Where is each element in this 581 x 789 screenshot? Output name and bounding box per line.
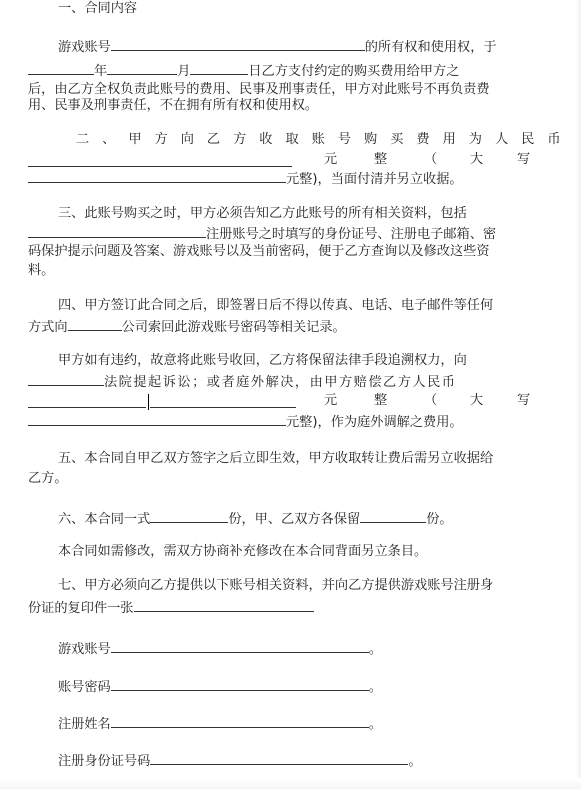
field-end: 。 — [368, 642, 382, 657]
company-blank[interactable] — [68, 317, 122, 331]
field-label: 游戏账号 — [58, 642, 111, 657]
field-id-input[interactable] — [150, 751, 408, 765]
page-edge-shadow — [575, 0, 581, 789]
xie-label-2: 写 — [517, 393, 531, 408]
p1-line2 — [28, 61, 459, 81]
month-label: 月 — [177, 64, 191, 79]
p5-line2 — [28, 372, 457, 392]
p4-text2a: 方式向 — [28, 320, 68, 335]
field-end: 。 — [368, 717, 382, 732]
paren-open: （ — [424, 152, 438, 167]
p5-text4: 元整)，作为庭外调解之费用。 — [286, 415, 463, 430]
comp-blank-a[interactable] — [28, 394, 146, 408]
p6-line1: 五、本合同自甲乙双方签字之后立即生效，甲方收取转让费后需另立收据给 — [58, 451, 494, 466]
page-bottom-fade — [0, 778, 581, 789]
p3-line2 — [28, 224, 496, 244]
p8-line: 本合同如需修改，需双方协商补充修改在本合同背面另立条目。 — [58, 544, 428, 559]
copies-each-blank[interactable] — [360, 509, 426, 523]
p7-b: 份，甲、乙双方各保留 — [228, 512, 361, 527]
p3-text2: 注册账号之时填写的身份证号、注册电子邮箱、密 — [206, 227, 497, 242]
section-heading: 一、合同内容 — [58, 1, 138, 16]
field-name-input[interactable] — [111, 714, 369, 728]
p5-line1: 甲方如有违约，故意将此账号收回，乙方将保留法律手段追溯权力，向 — [58, 353, 467, 368]
yuan-label-2: 元 — [324, 393, 338, 408]
p9-text2: 份证的复印件一张 — [28, 601, 134, 616]
amount-blank[interactable] — [28, 153, 292, 167]
p1-line3: 后，由乙方全权负责此账号的费用、民事及刑事责任，甲方对此账号不再负责费 — [28, 82, 490, 97]
field-end: 。 — [368, 680, 382, 695]
amount-words-blank[interactable] — [28, 169, 286, 183]
p5-line4 — [28, 412, 463, 432]
field-id-number — [58, 751, 422, 771]
p1-label: 游戏账号 — [58, 40, 111, 55]
copies-blank[interactable] — [150, 509, 228, 523]
comp-blank-b[interactable] — [150, 394, 296, 408]
paren-open-2: （ — [424, 393, 438, 408]
field-password-input[interactable] — [111, 677, 369, 691]
p3-line4: 料。 — [28, 263, 55, 278]
month-blank[interactable] — [107, 61, 177, 75]
text-cursor — [148, 394, 149, 410]
p7-c: 份。 — [426, 512, 453, 527]
day-blank[interactable] — [190, 61, 248, 75]
p7-a: 六、本合同一式 — [58, 512, 151, 527]
year-blank[interactable] — [28, 61, 94, 75]
field-label: 注册身份证号码 — [58, 754, 151, 769]
p2-line1 — [76, 131, 574, 149]
info-blank[interactable] — [28, 224, 206, 238]
p6-line2: 乙方。 — [28, 471, 68, 486]
p1-line4: 用、民事及刑事责任，不在拥有所有权和使用权。 — [28, 98, 319, 113]
p1-text2: 日乙方支付约定的购买费用给甲方之 — [248, 64, 460, 79]
p2-text3: 元整)，当面付清并另立收据。 — [286, 172, 463, 187]
p9-line1: 七、甲方必须向乙方提供以下账号相关资料，并向乙方提供游戏账号注册身 — [58, 578, 494, 593]
p3-line3: 码保护提示问题及答案、游戏账号以及当前密码，便于乙方查询以及修改这些资 — [28, 244, 490, 259]
account-blank[interactable] — [111, 37, 365, 51]
zheng-label: 整 — [374, 152, 388, 167]
comp-words-blank[interactable] — [28, 412, 286, 426]
p1-text: 的所有权和使用权，于 — [364, 40, 497, 55]
p4-text2b: 公司索回此游戏账号密码等相关记录。 — [121, 320, 346, 335]
da-label: 大 — [470, 152, 484, 167]
p5-text2: 法院提起诉讼；或者庭外解决，由甲方赔偿乙方人民币 — [104, 375, 457, 390]
id-copy-blank[interactable] — [134, 598, 314, 612]
p9-line2 — [28, 598, 314, 618]
field-password — [58, 677, 382, 697]
zheng-label-2: 整 — [374, 393, 388, 408]
field-end: 。 — [408, 754, 422, 769]
field-label: 注册姓名 — [58, 717, 111, 732]
da-label-2: 大 — [470, 393, 484, 408]
year-label: 年 — [94, 64, 108, 79]
p2-line3 — [28, 169, 463, 189]
court-blank[interactable] — [28, 372, 104, 386]
yuan-label: 元 — [324, 152, 338, 167]
p2-text: 二、甲方向乙方收取账号购买费用为人民币 — [76, 132, 574, 147]
field-name — [58, 714, 382, 734]
p3-line1: 三、此账号购买之时，甲方必须告知乙方此账号的所有相关资料，包括 — [58, 206, 467, 221]
p1-line1 — [58, 37, 497, 57]
xie-label: 写 — [517, 152, 531, 167]
p4-line1: 四、甲方签订此合同之后，即签署日后不得以传真、电话、电子邮件等任何 — [58, 298, 494, 313]
field-label: 账号密码 — [58, 680, 111, 695]
p4-line2 — [28, 317, 346, 337]
field-account-input[interactable] — [111, 639, 369, 653]
field-account — [58, 639, 382, 659]
p7-line — [58, 509, 453, 529]
